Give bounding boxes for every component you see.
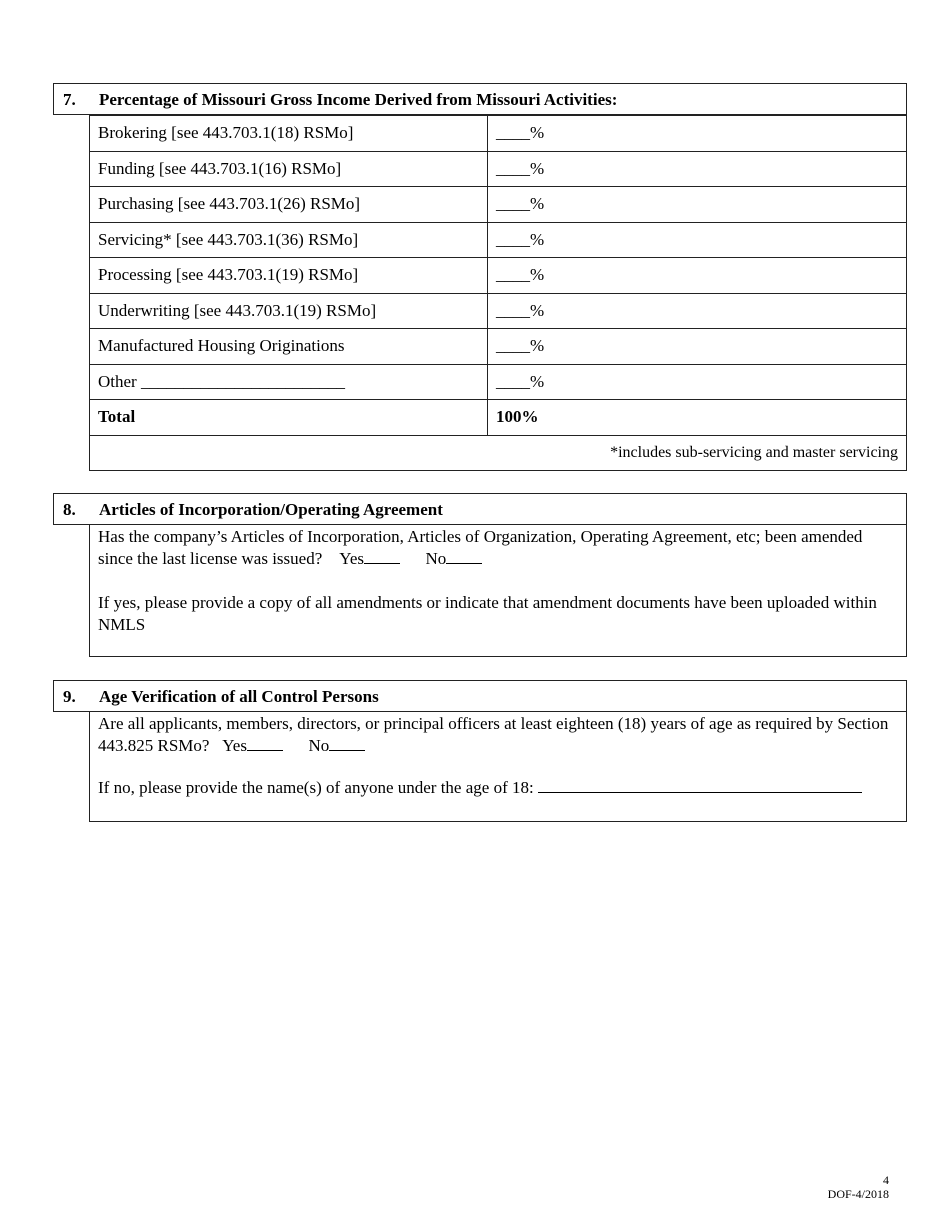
percentage-row (90, 329, 907, 365)
activity-label: Underwriting [see 443.703.1(19) RSMo] (90, 293, 488, 329)
no-label: No (308, 736, 330, 755)
percentage-input[interactable]: ____% (488, 293, 907, 329)
underage-instruction: If no, please provide the name(s) of anyone under the age of 18: (98, 778, 534, 797)
section-number: 8. (63, 500, 76, 519)
section-title: Percentage of Missouri Gross Income Derived from Missouri Activities: (99, 90, 618, 109)
percentage-row (90, 222, 907, 258)
yes-label: Yes (222, 736, 247, 755)
section-number: 9. (63, 687, 76, 706)
section-8-body (89, 525, 907, 657)
section-9 (53, 680, 907, 822)
section-number: 7. (63, 90, 76, 109)
percentage-row (90, 364, 907, 400)
page-number: 4 (883, 1173, 889, 1187)
question-text: Has the company’s Articles of Incorporation, Articles of Organization, Operating Agreement, etc; been amended since the last license was issued? (98, 527, 863, 568)
section-title: Articles of Incorporation/Operating Agreement (99, 500, 443, 519)
activity-label: Processing [see 443.703.1(19) RSMo] (90, 258, 488, 294)
percentage-input[interactable]: ____% (488, 364, 907, 400)
activity-label: Manufactured Housing Originations (90, 329, 488, 365)
total-label: Total (90, 400, 488, 436)
percentage-input[interactable]: ____% (488, 151, 907, 187)
yes-label: Yes (339, 549, 364, 568)
form-id: DOF-4/2018 (827, 1187, 889, 1201)
percentage-row (90, 187, 907, 223)
no-label: No (425, 549, 447, 568)
amendment-instruction: If yes, please provide a copy of all amendments or indicate that amendment documents have been uploaded within NMLS (98, 593, 877, 634)
percentage-input[interactable]: ____% (488, 258, 907, 294)
footnote-row (90, 435, 907, 471)
percentage-row (90, 258, 907, 294)
yes-answer-blank[interactable] (247, 735, 283, 751)
percentage-input[interactable]: ____% (488, 222, 907, 258)
percentage-row (90, 151, 907, 187)
section-7-header (53, 83, 907, 115)
section-8-header (53, 493, 907, 525)
question-text: Are all applicants, members, directors, or principal officers at least eighteen (18) years of age as required by Section 443.825 RSMo? (98, 714, 889, 755)
activity-label: Brokering [see 443.703.1(18) RSMo] (90, 116, 488, 152)
total-value: 100% (488, 400, 907, 436)
activity-label: Funding [see 443.703.1(16) RSMo] (90, 151, 488, 187)
percentage-input[interactable]: ____% (488, 187, 907, 223)
underage-names-blank[interactable] (538, 777, 862, 793)
underage-names (98, 777, 898, 799)
no-answer-blank[interactable] (446, 548, 482, 564)
activity-label: Servicing* [see 443.703.1(36) RSMo] (90, 222, 488, 258)
section-8 (53, 493, 907, 657)
no-answer-blank[interactable] (329, 735, 365, 751)
age-question (98, 713, 898, 757)
page-footer (828, 1173, 889, 1201)
activity-label: Purchasing [see 443.703.1(26) RSMo] (90, 187, 488, 223)
percentage-row (90, 293, 907, 329)
percentage-input[interactable]: ____% (488, 116, 907, 152)
percentage-row (90, 116, 907, 152)
activity-label: Other ________________________ (90, 364, 488, 400)
section-7 (53, 83, 907, 471)
yes-answer-blank[interactable] (364, 548, 400, 564)
total-row (90, 400, 907, 436)
section-9-header (53, 680, 907, 712)
section-9-body (89, 712, 907, 822)
percentage-table (89, 115, 907, 471)
footnote: *includes sub-servicing and master servicing (90, 435, 907, 471)
section-title: Age Verification of all Control Persons (99, 687, 379, 706)
percentage-input[interactable]: ____% (488, 329, 907, 365)
amendment-question (98, 526, 898, 570)
